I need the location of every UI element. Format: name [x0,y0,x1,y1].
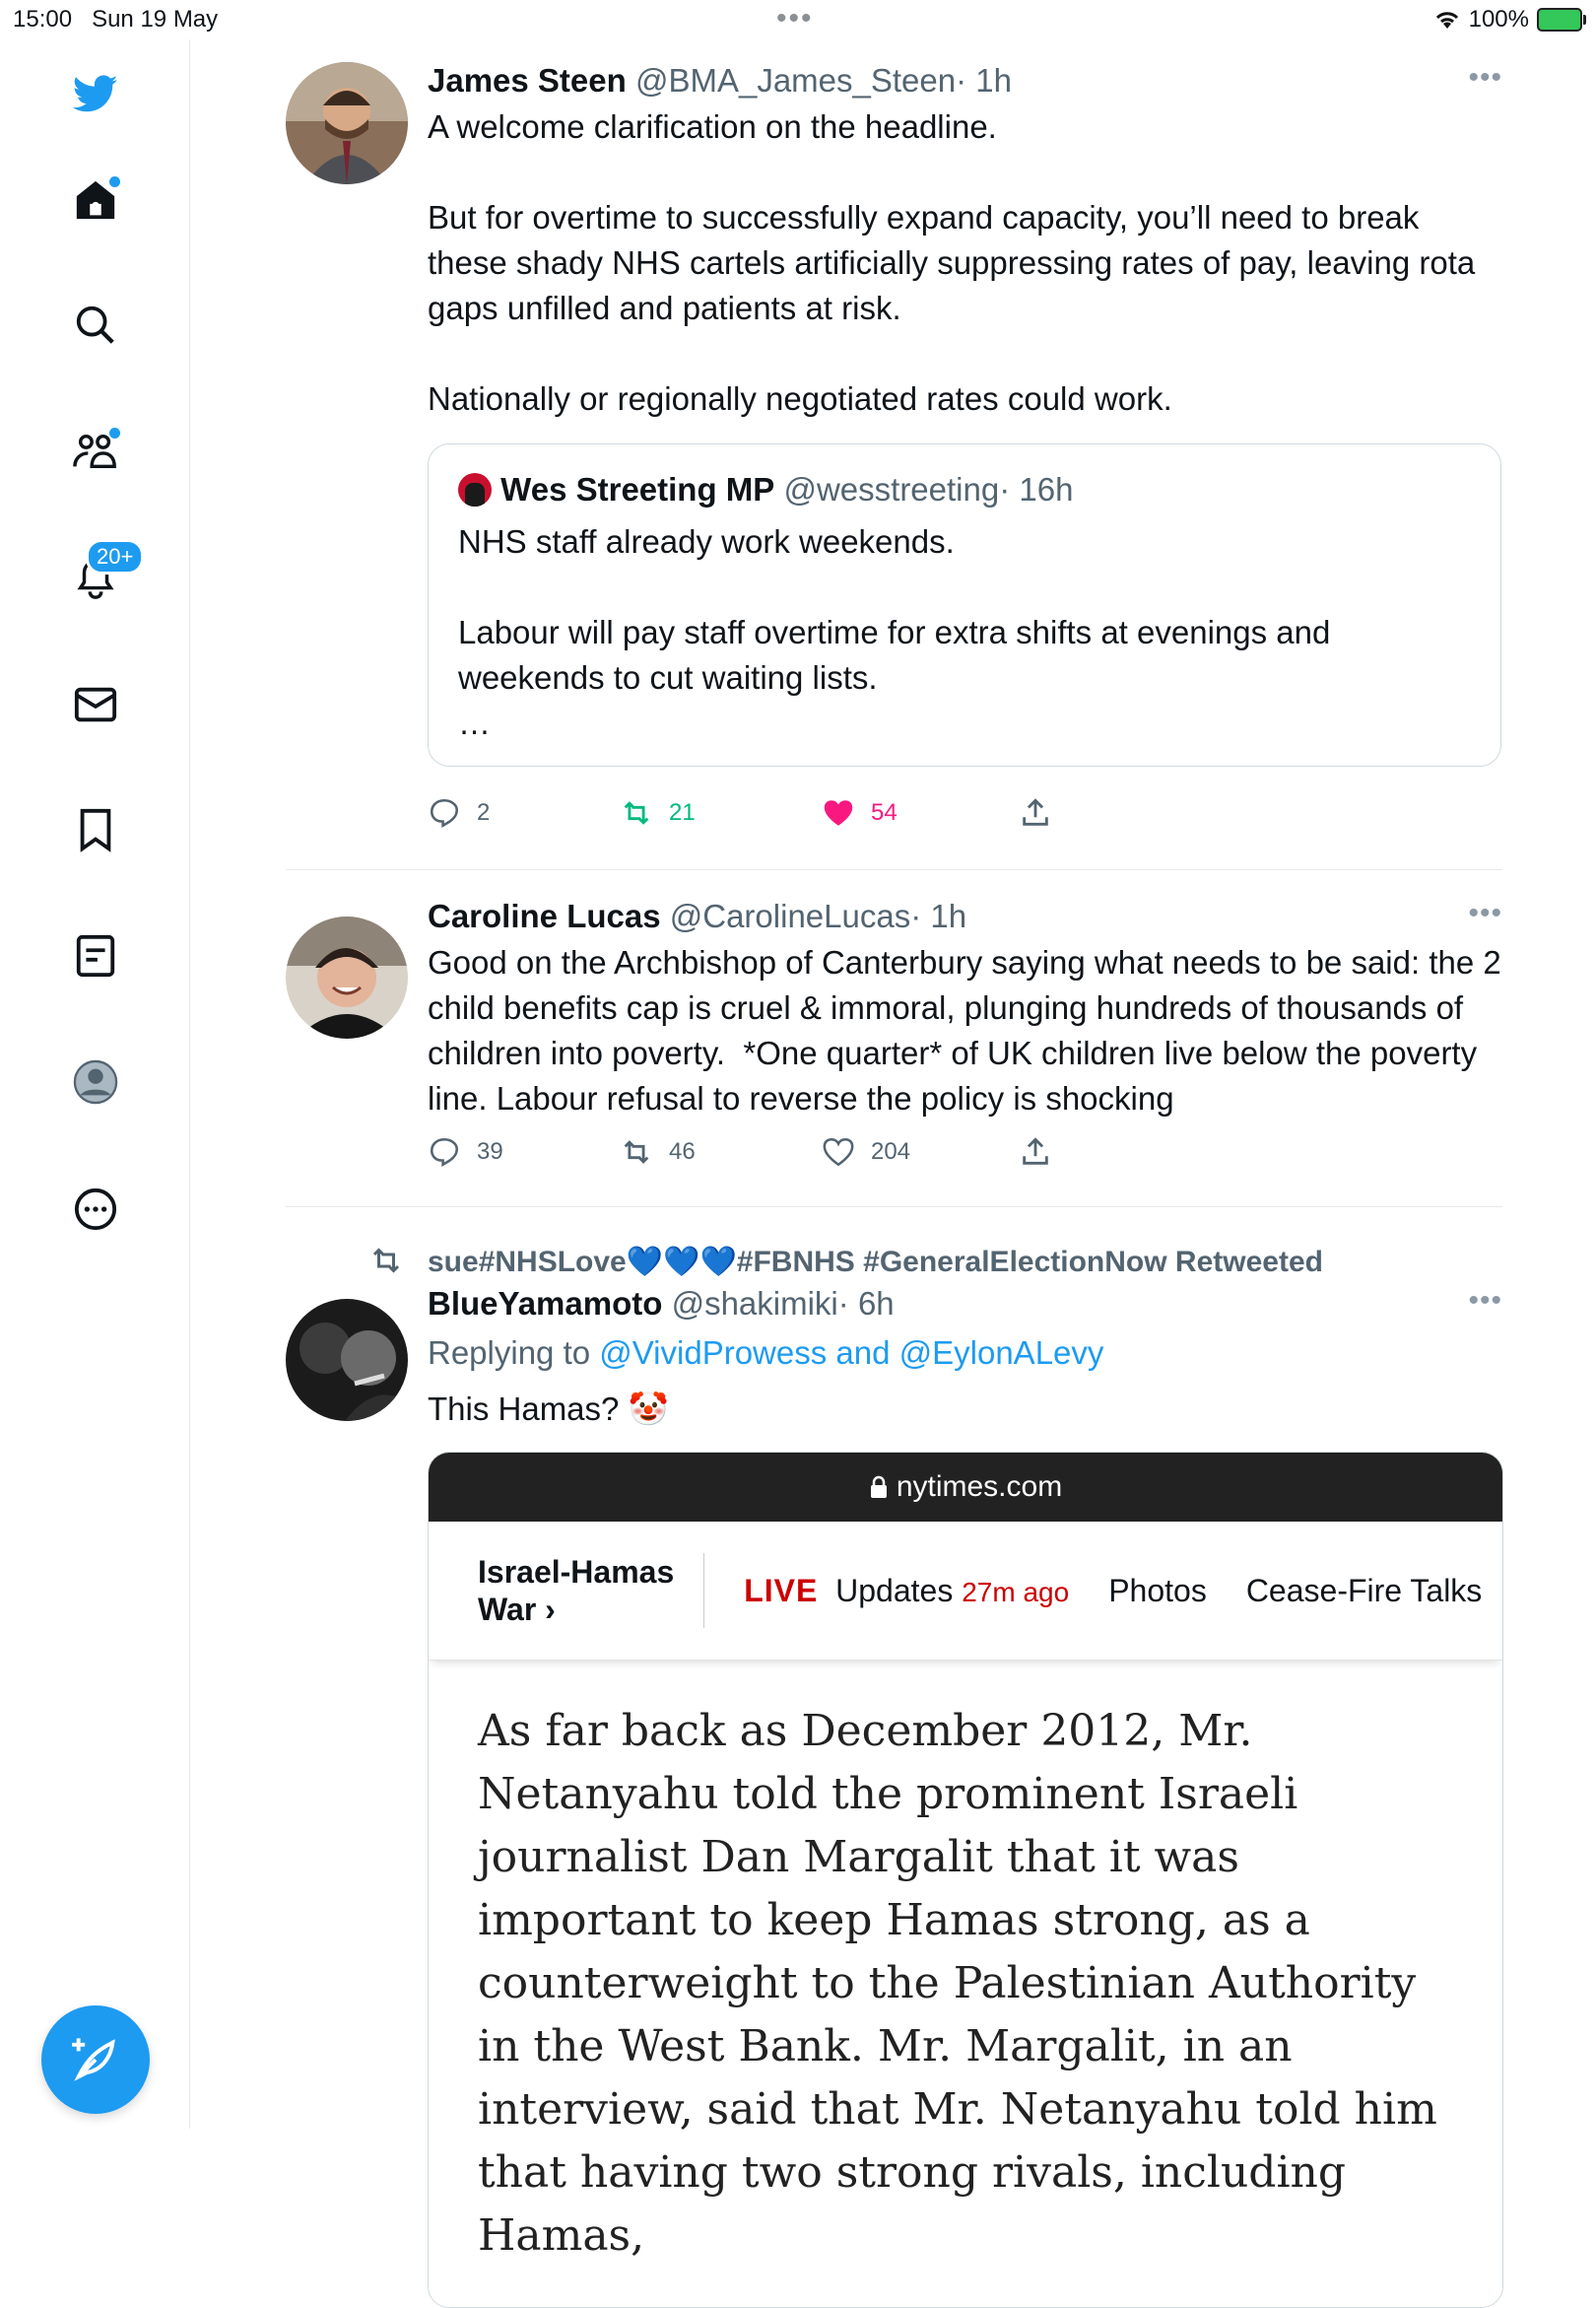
share-button[interactable] [1019,796,1052,830]
status-bar [0,0,1596,39]
communities-dot [109,428,120,439]
tweet-image[interactable] [428,1452,1503,2308]
image-url-bar [429,1453,1502,1522]
tweet-time[interactable]: · 6h [837,1285,895,1322]
retweet-icon [620,796,653,830]
quoted-avatar [458,473,492,507]
replying-to-users-link[interactable]: @VividProwess and @EylonALevy [599,1334,1104,1371]
author-name[interactable]: Caroline Lucas [428,898,661,934]
tweet-text: A welcome clarification on the headline. But for overtime to successfully expand capacity, you’ll need to break these shady NHS cartels artificially suppressing rates of pay, leaving rota gaps unfilled and patients at risk. Nationally or regionally negotiated rates could work. [428,108,1476,417]
quoted-tweet-time: · 16h [999,471,1074,508]
retweet-button[interactable] [620,1135,822,1169]
retweet-button[interactable] [620,796,822,830]
author-name[interactable]: BlueYamamoto [428,1285,663,1322]
author-handle[interactable]: @shakimiki [671,1285,838,1322]
tweet-more-icon[interactable]: ••• [1468,61,1502,94]
share-icon [1019,796,1052,830]
avatar[interactable] [286,62,408,184]
tweet-body [428,1284,1502,2308]
search-icon[interactable] [66,296,125,355]
tweet-more-icon[interactable]: ••• [1468,897,1502,929]
twitter-logo-icon[interactable] [66,64,125,123]
feather-plus-icon [70,2034,121,2085]
status-time: 15:00 Sun 19 May [13,6,219,33]
communities-icon[interactable] [66,422,125,481]
tweet-header [428,897,1502,936]
share-button[interactable] [1019,1135,1052,1169]
tweet-time[interactable]: · 1h [956,62,1012,99]
retweet-context [428,1245,1502,1284]
sidebar [0,39,190,2129]
like-button[interactable] [822,1135,1019,1169]
replying-to [428,1333,1502,1373]
image-section-line2: War › [478,1592,556,1627]
image-nav-items [704,1573,1482,1609]
home-icon[interactable] [66,170,125,230]
like-button[interactable] [822,796,1019,830]
timeline [286,39,1510,2308]
quoted-author-name: Wes Streeting MP [500,471,775,508]
home-dot [109,176,120,187]
tweet-text: Good on the Archbishop of Canterbury saying what needs to be said: the 2 child benefits cap is cruel & immoral, plunging hundreds of thousands of children into poverty. *One quarter* of UK children live below the poverty line. Labour refusal to reverse the policy is shocking [428,944,1510,1117]
more-options-icon[interactable] [66,1180,125,1239]
reply-button[interactable] [428,1135,620,1169]
battery-percent: 100% [1468,6,1529,33]
tweet-text: This Hamas? 🤡 [428,1391,669,1427]
quoted-tweet-text: NHS staff already work weekends. Labour will pay staff overtime for extra shifts at evenings and weekends to cut waiting lists. … [458,523,1331,741]
image-nav-ceasefire: Cease-Fire Talks [1245,1572,1483,1608]
image-live-updates: LIVE Updates 27m ago [744,1572,1070,1608]
image-article-text: As far back as December 2012, Mr. Netanyahu told the prominent Israeli journalist Dan Margalit that it was important to keep Hamas strong, as a counterweight to the Palestinian Authority in the West Bank. Mr. Margalit, in an interview, said that Mr. Netanyahu told him that having two strong rivals, including Hamas, [429,1661,1502,2307]
reply-button[interactable] [428,796,620,830]
battery-icon [1537,8,1582,32]
reply-icon [428,1135,461,1169]
avatar[interactable] [286,916,408,1039]
tweet-time[interactable]: · 1h [910,898,967,934]
wifi-icon [1433,9,1461,31]
bookmarks-icon[interactable] [66,800,125,859]
tweet-actions [428,788,1502,838]
tweet-header [428,61,1502,101]
tweet-actions [428,1127,1502,1177]
compose-tweet-button[interactable] [41,2005,150,2114]
retweet-count: 21 [669,799,696,826]
tweet[interactable] [286,871,1510,1205]
image-section-title [429,1553,704,1628]
retweet-small-icon [368,1243,404,1283]
reply-count: 39 [477,1138,503,1165]
tweet-body [428,897,1510,1177]
heart-icon [822,1135,855,1169]
like-count: 204 [871,1138,911,1165]
tweet-more-icon[interactable]: ••• [1468,1284,1502,1317]
author-name[interactable]: James Steen [428,62,627,99]
lists-icon[interactable] [66,926,125,985]
status-right [1433,6,1582,34]
tweet[interactable] [286,1205,1502,2308]
quoted-tweet-header [458,470,1471,509]
messages-icon[interactable] [66,675,125,734]
image-nav-photos: Photos [1108,1572,1207,1608]
image-site-nav [429,1522,1502,1661]
avatar[interactable] [286,1299,408,1421]
tweet-body [428,61,1502,838]
multitask-dots-icon[interactable]: ••• [776,2,814,34]
heart-filled-icon [822,796,855,830]
quoted-tweet[interactable] [428,443,1501,767]
retweet-icon [620,1135,653,1169]
image-url-text: nytimes.com [896,1470,1063,1503]
profile-avatar-icon[interactable] [66,1052,125,1112]
retweet-count: 46 [669,1138,696,1165]
author-handle[interactable]: @BMA_James_Steen [634,62,957,99]
replying-to-label: Replying to [428,1334,600,1371]
tweet-divider [286,869,1502,870]
share-icon [1019,1135,1052,1169]
retweeted-by[interactable]: sue#NHSLove💙💙💙#FBNHS #GeneralElectionNow Retweeted [428,1246,1323,1278]
reply-icon [428,796,461,830]
tweet[interactable] [286,39,1502,871]
tweet-header [428,1284,1502,1324]
quoted-author-handle: @wesstreeting [783,471,1000,508]
like-count: 54 [871,799,898,826]
notifications-badge: 20+ [86,539,144,575]
author-handle[interactable]: @CarolineLucas [669,898,911,934]
reply-count: 2 [477,799,491,826]
notifications-bell-icon[interactable] [66,544,134,608]
image-section-line1: Israel-Hamas [478,1554,675,1590]
lock-icon [869,1475,889,1499]
